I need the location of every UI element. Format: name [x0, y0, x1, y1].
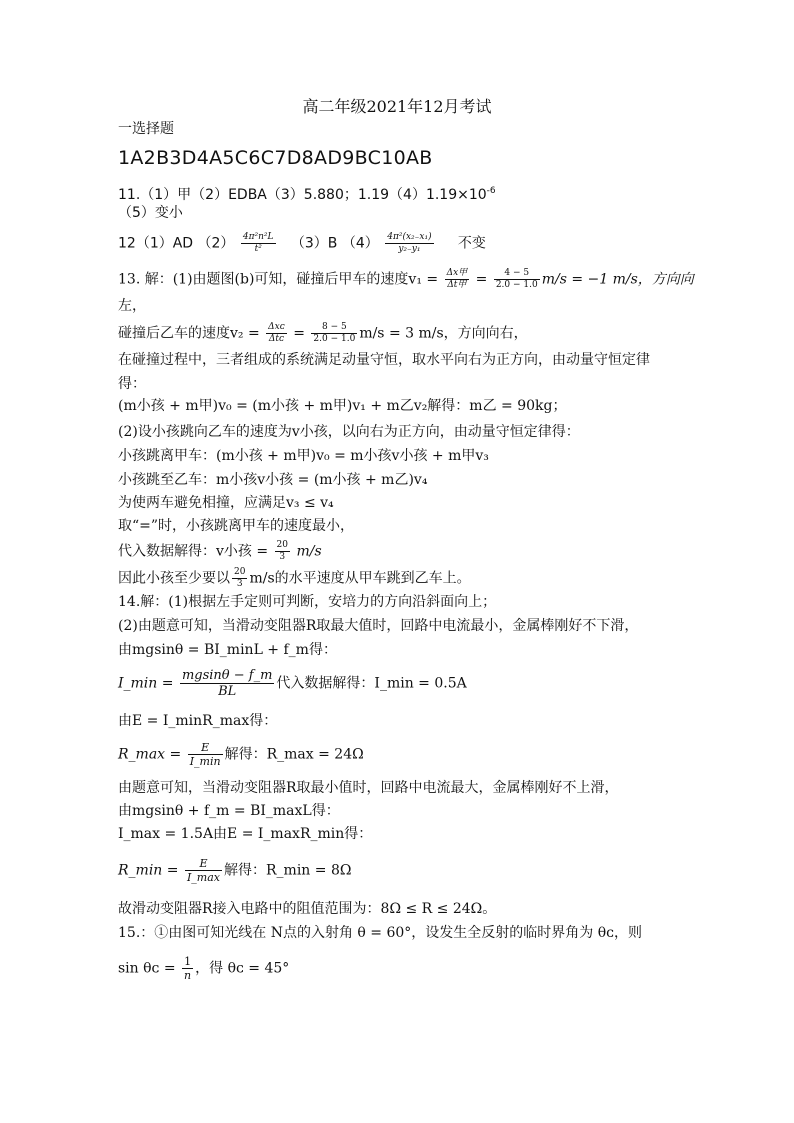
- q13-l1-fraction-a: [445, 269, 470, 290]
- q12-fraction-4: [385, 233, 433, 254]
- q13-l3-fb-num: 8 − 5: [311, 323, 357, 334]
- q13-l1-fb-den: 2.0 − 1.0: [495, 280, 538, 290]
- q13-l1-fb-num: 4 − 5: [494, 269, 540, 280]
- q13-l13-text: 因此小孩至少要以: [118, 570, 230, 587]
- q14-line-1: 14.解：(1)根据左手定则可判断，安培力的方向沿斜面向上；: [118, 594, 497, 610]
- q14-line-2: (2)由题意可知，当滑动变阻器R取最大值时，回路中电流最小，金属棒刚好不下滑，: [118, 618, 639, 634]
- q12-answer-line: [118, 233, 486, 254]
- q14-line-8: 由mgsinθ + f_m = BI_maxL得：: [118, 803, 340, 819]
- q14-l6-num: E: [188, 742, 223, 755]
- q13-l1-text: 13. 解：(1)由题图(b)可知，碰撞后甲车的速度v₁ =: [118, 271, 439, 288]
- q13-l13-text-b: m/s的水平速度从甲车跳到乙车上。: [249, 570, 471, 587]
- q14-l10-text-b: 解得：R_min = 8Ω: [224, 862, 352, 879]
- q13-line-12: [118, 541, 322, 562]
- q13-line-7: (2)设小孩跳向乙车的速度为v小孩，以向右为正方向，由动量守恒定律得：: [118, 424, 580, 440]
- q13-line-5: 得：: [118, 376, 146, 392]
- q13-l13-den: 3: [236, 579, 243, 589]
- q13-l3-fraction-a: [266, 323, 287, 344]
- q15-l2-den: n: [184, 969, 192, 982]
- q12-f2-numerator: 4π²n²L: [242, 232, 274, 242]
- q13-line-11: 取“=”时，小孩跳离甲车的速度最小，: [118, 518, 355, 534]
- q13-line-13: [118, 568, 471, 589]
- q13-l3-fb-den: 2.0 − 1.0: [313, 334, 356, 344]
- q13-line-10: 为使两车避免相撞，应满足v₃ ≤ v₄: [118, 495, 334, 511]
- q13-line-9: 小孩跳至乙车：m小孩v小孩 = (m小孩 + m乙)v₄: [118, 472, 428, 488]
- q15-line-1: 15.：①由图可知光线在 N点的入射角 θ = 60°，设发生全反射的临时界角为 θᴄ，则: [118, 925, 643, 941]
- q14-l6-text-b: 解得：R_max = 24Ω: [224, 746, 364, 763]
- q14-l4-num: mgsinθ − f_m: [181, 668, 273, 683]
- q13-l12-fraction: [275, 541, 290, 562]
- q14-l10-lhs: R_min =: [118, 862, 179, 879]
- q13-line-2: 左，: [118, 298, 146, 314]
- q13-l12-text: 代入数据解得：v小孩 =: [118, 543, 269, 560]
- q14-l10-fraction: [185, 858, 222, 883]
- q14-line-9: I_max = 1.5A由E = I_maxR_min得：: [118, 826, 373, 842]
- q12-prefix: 12（1）AD （2）: [118, 235, 235, 252]
- q12-f4-numerator: 4π²(x₂₋x₁): [387, 232, 432, 242]
- q11-answer-line-2: （5）变小: [118, 205, 183, 221]
- q13-l1-fa-den: Δt甲: [447, 280, 467, 290]
- q11-text: 11.（1）甲（2）EDBA（3）5.880；1.19（4）1.19×10: [118, 187, 487, 203]
- q14-l10-num: E: [185, 858, 222, 871]
- q14-l6-fraction: [188, 742, 223, 767]
- q13-l12-num: 20: [276, 540, 288, 550]
- section-heading-multiple-choice: 一选择题: [118, 121, 174, 137]
- q13-line-6: (m小孩 + m甲)v₀ = (m小孩 + m甲)v₁ + m乙v₂解得：m乙 = 90kg；: [118, 398, 567, 414]
- q13-l13-fraction: [232, 568, 247, 589]
- q13-l1-fa-num: Δx甲: [446, 268, 468, 278]
- q13-l3-fraction-b: [311, 323, 357, 344]
- q12-f4-denominator: y₂₋y₁: [398, 244, 421, 254]
- q15-l2-lhs: sin θᴄ =: [118, 960, 176, 977]
- q13-line-3: 碰撞后乙车的速度v₂ = $\frac{\text{Δxᴄ}}{\text{Δtᴄ}}$ = $\frac{8 - 5}{2.0 - 1.0}$ m/s = 3 m/s，方向向右，: [118, 322, 528, 344]
- q13-l3-fa-num: Δxᴄ: [268, 322, 285, 332]
- q14-line-7: 由题意可知，当滑动变阻器R取最小值时，回路中电流最大，金属棒刚好不上滑，: [118, 780, 619, 796]
- multiple-choice-answers: 1A2B3D4A5C6C7D8AD9BC10AB: [118, 147, 433, 169]
- q15-l2-fraction: [182, 956, 193, 981]
- q14-line-10: [118, 858, 351, 883]
- q14-line-6: [118, 742, 364, 767]
- q13-l3-text: 碰撞后乙车的速度v₂ =: [118, 325, 260, 342]
- q13-line-4: 在碰撞过程中，三者组成的系统满足动量守恒，取水平向右为正方向，由动量守恒定律: [118, 352, 650, 368]
- q13-l3-text-b: m/s = 3 m/s，方向向右，: [359, 325, 528, 342]
- q13-l1-text-b: m/s = −1 m/s，方向向: [541, 271, 694, 288]
- page-title: 高二年级2021年12月考试: [302, 97, 492, 116]
- q13-line-1: 13. 解：(1)由题图(b)可知，碰撞后甲车的速度v₁ = $\frac{\text{Δx甲}}{\text{Δt甲}}$ = $\frac{4 - 5}{2.0 - 1.0}$ m/s = −1 m/s，方向向: [118, 268, 694, 290]
- q14-l6-den: I_min: [189, 755, 221, 768]
- q15-l2-num: 1: [182, 956, 193, 969]
- q12-f2-denominator: t²: [254, 244, 262, 254]
- q14-l4-den: BL: [218, 684, 237, 699]
- q11-exponent: -6: [486, 186, 496, 196]
- q14-l6-lhs: R_max =: [118, 746, 182, 763]
- q13-l1-fraction-b: [494, 269, 540, 290]
- q13-l13-num: 20: [234, 567, 246, 577]
- q12-fraction-2: [241, 233, 276, 254]
- q14-line-4: [118, 669, 467, 698]
- q14-l4-text-b: 代入数据解得：I_min = 0.5A: [276, 675, 467, 692]
- q15-line-2: [118, 956, 289, 981]
- q13-l12-unit: m/s: [296, 543, 322, 560]
- q14-line-3: 由mgsinθ = BI_minL + f_m得：: [118, 642, 337, 658]
- q13-l3-fa-den: Δtᴄ: [268, 334, 285, 344]
- q13-l12-den: 3: [279, 552, 286, 562]
- q12-mid: （3）B （4）: [290, 235, 379, 252]
- q14-l4-lhs: I_min =: [118, 675, 174, 692]
- q13-line-8: 小孩跳离甲车：(m小孩 + m甲)v₀ = m小孩v小孩 + m甲v₃: [118, 448, 489, 464]
- q14-line-5: 由E = I_minR_max得：: [118, 713, 278, 729]
- q14-l10-den: I_max: [186, 871, 220, 884]
- q11-answer-line-1: [118, 181, 496, 205]
- q14-l4-fraction: [180, 669, 274, 698]
- q14-line-11: 故滑动变阻器R接入电路中的阻值范围为：8Ω ≤ R ≤ 24Ω。: [118, 901, 497, 917]
- q15-l2-text-b: ，得 θᴄ = 45°: [195, 960, 290, 977]
- q12-suffix: 不变: [457, 235, 486, 252]
